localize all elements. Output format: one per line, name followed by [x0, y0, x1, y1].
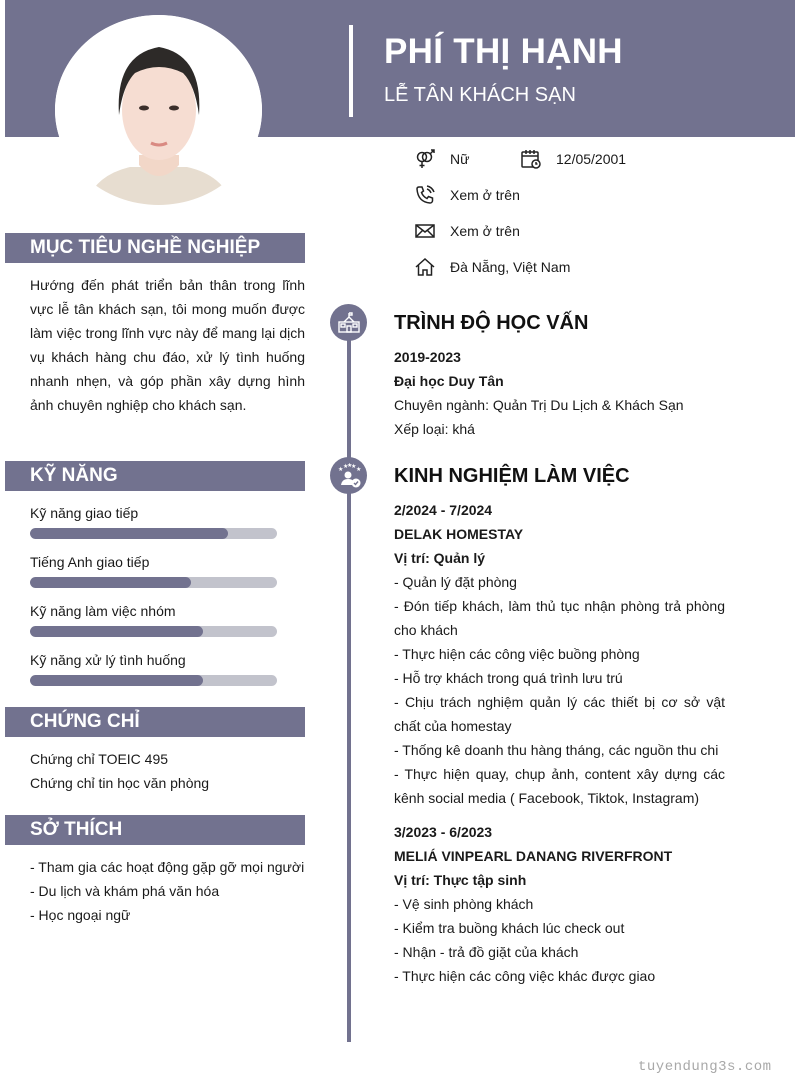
phone-value: Xem ở trên: [450, 187, 520, 203]
mail-icon: [414, 220, 436, 242]
education-period: 2019-2023: [394, 349, 461, 365]
portrait-photo-icon: [55, 15, 262, 205]
job-duty: - Quản lý đặt phòng: [394, 574, 517, 590]
job-position: Vị trí: Thực tập sinh: [394, 872, 527, 888]
timeline-line: [347, 305, 351, 1042]
skill-bar: [30, 528, 277, 539]
email-value: Xem ở trên: [450, 223, 520, 239]
gender-icon: [414, 148, 436, 170]
home-icon: [414, 256, 436, 278]
certificates-heading: CHỨNG CHỈ: [5, 707, 305, 737]
calendar-icon: [520, 148, 542, 170]
hobbies-heading: SỞ THÍCH: [5, 815, 305, 845]
skill-bar: [30, 626, 277, 637]
objective-text: Hướng đến phát triển bản thân trong lĩnh vực lễ tân khách sạn, tôi mong muốn được làm việc trong lĩnh vực này để mang lại dịch vụ khách hàng chu đáo, xử lý tình huống nhanh nhẹn, và góp phần xây dựng hình ảnh chuyên nghiệp cho khách sạn.: [30, 277, 305, 413]
job-duty: - Chịu trách nghiệm quản lý các thiết bị cơ sở vật chất của homestay: [394, 694, 725, 734]
rated-person-icon: [336, 463, 362, 489]
job-period: 3/2023 - 6/2023: [394, 824, 493, 840]
avatar: [55, 15, 262, 205]
experience-node: [330, 457, 367, 494]
skill-bar: [30, 675, 277, 686]
job-duty: - Hỗ trợ khách trong quá trình lưu trú: [394, 670, 623, 686]
hobby-item: - Tham gia các hoạt động gặp gỡ mọi người: [30, 859, 305, 875]
address-value: Đà Nẵng, Việt Nam: [450, 259, 571, 275]
hobby-item: - Du lịch và khám phá văn hóa: [30, 883, 220, 899]
skill-bar-fill: [30, 675, 203, 686]
job-duty: - Vệ sinh phòng khách: [394, 896, 534, 912]
education-node: [330, 304, 367, 341]
skill-label: Kỹ năng xử lý tình huống: [30, 652, 186, 668]
skill-bar-fill: [30, 577, 191, 588]
education-school: Đại học Duy Tân: [394, 373, 504, 389]
school-icon: [337, 311, 361, 335]
education-major: Chuyên ngành: Quản Trị Du Lịch & Khách Sạn: [394, 397, 684, 413]
skill-label: Kỹ năng làm việc nhóm: [30, 603, 176, 619]
job-duty: - Thực hiện các công việc buồng phòng: [394, 646, 640, 662]
svg-text:★: ★: [355, 465, 361, 473]
objective-heading: MỤC TIÊU NGHỀ NGHIỆP: [5, 233, 305, 263]
education-heading: TRÌNH ĐỘ HỌC VẤN: [394, 312, 589, 334]
skills-heading: KỸ NĂNG: [5, 461, 305, 491]
job-company: DELAK HOMESTAY: [394, 526, 524, 542]
contact-gender: [414, 148, 469, 170]
job-position: Vị trí: Quản lý: [394, 550, 486, 566]
header-divider: [349, 25, 353, 117]
job-period: 2/2024 - 7/2024: [394, 502, 493, 518]
skill-label: Tiếng Anh giao tiếp: [30, 554, 150, 570]
certificate-item: Chứng chỉ tin học văn phòng: [30, 775, 210, 791]
job-duty: - Thực hiện quay, chụp ảnh, content xây dựng các kênh social media ( Facebook, Tiktok, Instagram): [394, 766, 725, 806]
phone-icon: [414, 184, 436, 206]
job-company: MELIÁ VINPEARL DANANG RIVERFRONT: [394, 848, 673, 864]
contact-email: [414, 220, 520, 242]
hobby-item: - Học ngoại ngữ: [30, 907, 131, 923]
watermark: tuyendung3s.com: [638, 1059, 772, 1075]
contact-phone: [414, 184, 520, 206]
job-duty: - Thực hiện các công việc khác được giao: [394, 968, 656, 984]
skill-label: Kỹ năng giao tiếp: [30, 505, 139, 521]
contact-birthday: [520, 148, 626, 170]
job-duty: - Đón tiếp khách, làm thủ tục nhận phòng trả phòng cho khách: [394, 598, 725, 638]
job-duty: - Nhận - trả đồ giặt của khách: [394, 944, 579, 960]
svg-text:★: ★: [346, 462, 352, 469]
birthday-value: 12/05/2001: [556, 151, 627, 167]
gender-value: Nữ: [450, 151, 470, 167]
skill-bar-fill: [30, 626, 203, 637]
svg-text:★: ★: [337, 465, 343, 473]
certificate-item: Chứng chỉ TOEIC 495: [30, 751, 169, 767]
contact-address: [414, 256, 570, 278]
skill-bar: [30, 577, 277, 588]
svg-text:★: ★: [350, 462, 356, 470]
experience-heading: KINH NGHIỆM LÀM VIỆC: [394, 465, 630, 487]
job-duty: - Thống kê doanh thu hàng tháng, các nguồn thu chi: [394, 742, 719, 758]
candidate-role: LỄ TÂN KHÁCH SẠN: [384, 84, 576, 106]
skill-bar-fill: [30, 528, 228, 539]
svg-text:★: ★: [342, 462, 348, 470]
job-duty: - Kiểm tra buồng khách lúc check out: [394, 920, 625, 936]
education-rank: Xếp loại: khá: [394, 421, 475, 437]
candidate-name: PHÍ THỊ HẠNH: [384, 32, 623, 71]
